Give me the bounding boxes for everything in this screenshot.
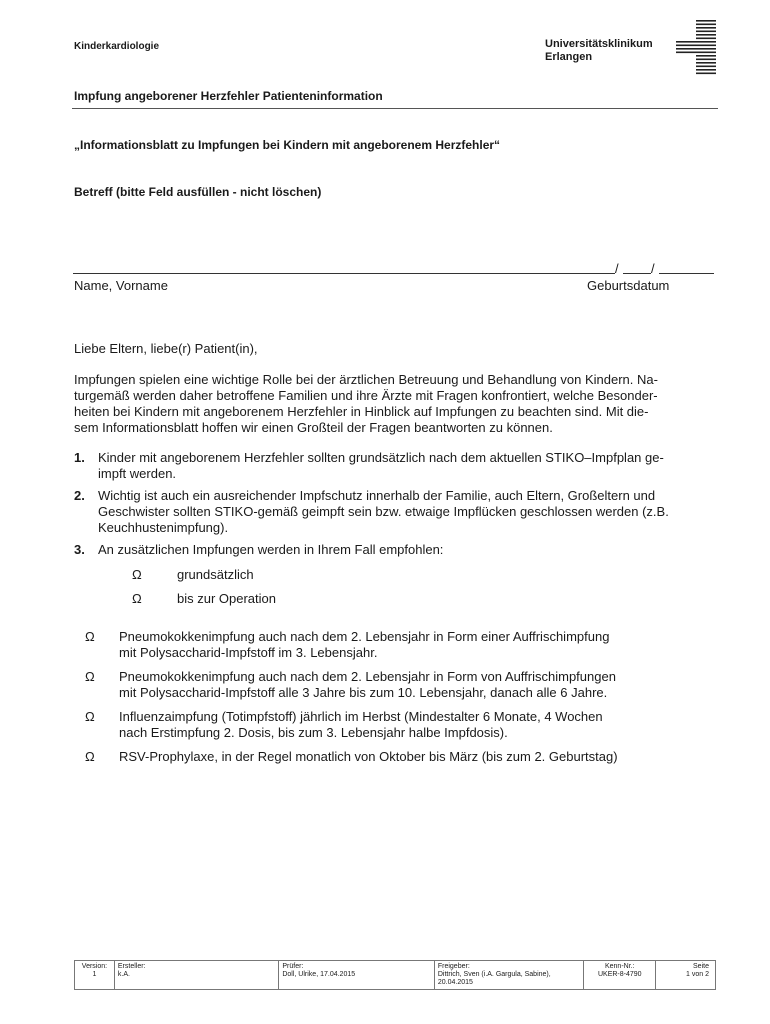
patient-fill-line[interactable]: [73, 263, 714, 275]
vaccine-line: Influenzaimpfung (Totimpfstoff) jährlich im Herbst (Mindestalter 6 Monate, 4 Wochen: [119, 709, 603, 724]
footer-label: Prüfer:: [282, 963, 304, 970]
university-logo-text: [545, 38, 653, 64]
option-checkbox[interactable]: Ω: [132, 567, 142, 582]
footer-value: 1 von 2: [686, 971, 709, 978]
university-logo-icon: [676, 18, 716, 78]
option-label-bis-zur-operation: bis zur Operation: [177, 591, 276, 606]
list-line: An zusätzlichen Impfungen werden in Ihrem Fall empfohlen:: [98, 542, 444, 557]
footer-pruefer: [279, 961, 435, 989]
vaccine-checkbox[interactable]: Ω: [85, 669, 95, 684]
list-item-text: [98, 488, 708, 536]
footer-ersteller: [115, 961, 279, 989]
vaccine-option: [119, 749, 729, 765]
footer-label: Version:: [81, 963, 108, 970]
greeting: Liebe Eltern, liebe(r) Patient(in),: [74, 341, 258, 356]
vaccine-option: [119, 629, 729, 661]
vaccine-option: [119, 709, 729, 741]
date-separator: /: [615, 261, 619, 276]
vaccine-checkbox[interactable]: Ω: [85, 749, 95, 764]
list-number: 1.: [74, 450, 85, 465]
vaccine-line: nach Erstimpfung 2. Dosis, bis zum 3. Lebensjahr halbe Impfdosis).: [119, 725, 508, 740]
footer-seite: [656, 961, 715, 989]
intro-paragraph: [74, 372, 702, 436]
vaccine-line: Pneumokokkenimpfung auch nach dem 2. Lebensjahr in Form von Auffrischimpfungen: [119, 669, 616, 684]
footer-value: Doll, Ulrike, 17.04.2015: [282, 971, 356, 978]
birthdate-label: Geburtsdatum: [587, 278, 670, 293]
vaccine-checkbox[interactable]: Ω: [85, 629, 95, 644]
list-line: Kinder mit angeborenem Herzfehler sollten grundsätzlich nach dem aktuellen STIKO–Impfplan ge-: [98, 450, 664, 465]
list-number: 2.: [74, 488, 85, 503]
vaccine-line: Pneumokokkenimpfung auch nach dem 2. Lebensjahr in Form einer Auffrischimpfung: [119, 629, 610, 644]
list-line: impft werden.: [98, 466, 177, 481]
footer-label: Freigeber:: [437, 963, 470, 970]
footer-value: 20.04.2015: [437, 979, 473, 986]
list-number: 3.: [74, 542, 85, 557]
name-underline: [73, 273, 615, 274]
option-checkbox[interactable]: Ω: [132, 591, 142, 606]
document-footer-table: [74, 960, 716, 990]
info-sheet-title: „Informationsblatt zu Impfungen bei Kindern mit angeborenem Herzfehler“: [74, 138, 501, 152]
footer-kenn-nr: [584, 961, 656, 989]
intro-line: turgemäß werden daher betroffene Familien und ihre Ärzte mit Fragen konfrontiert, welche Besonder-: [74, 388, 658, 403]
footer-value: UKER-8-4790: [597, 971, 642, 978]
title-divider: [72, 108, 718, 109]
date-separator: /: [651, 261, 655, 276]
footer-value: Dittrich, Sven (i.A. Gargula, Sabine),: [437, 971, 551, 978]
list-line: Wichtig ist auch ein ausreichender Impfschutz innerhalb der Familie, auch Eltern, Großeltern und: [98, 488, 656, 503]
logo-line-2: Erlangen: [545, 51, 593, 63]
name-label: Name, Vorname: [74, 278, 168, 293]
footer-label: Seite: [693, 963, 709, 970]
vaccine-line: mit Polysaccharid-Impfstoff alle 3 Jahre bis zum 10. Lebensjahr, danach alle 6 Jahre.: [119, 685, 608, 700]
footer-version: [75, 961, 115, 989]
vaccine-line: RSV-Prophylaxe, in der Regel monatlich von Oktober bis März (bis zum 2. Geburtstag): [119, 749, 618, 764]
document-title: Impfung angeborener Herzfehler Patienteninformation: [74, 89, 383, 103]
logo-line-1: Universitätsklinikum: [545, 38, 653, 50]
footer-label: Kenn-Nr.:: [604, 963, 635, 970]
footer-label: Ersteller:: [117, 963, 146, 970]
footer-value: k.A.: [117, 971, 130, 978]
list-item-text: [98, 450, 708, 482]
year-underline: [659, 273, 714, 274]
list-line: Geschwister sollten STIKO-gemäß geimpft sein bzw. etwaige Impflücken geschlossen werden (z.B.: [98, 504, 669, 519]
month-underline: [623, 273, 651, 274]
vaccine-option: [119, 669, 729, 701]
footer-freigeber: [435, 961, 585, 989]
list-line: Keuchhustenimpfung).: [98, 520, 229, 535]
betreff-heading: Betreff (bitte Feld ausfüllen - nicht löschen): [74, 185, 322, 199]
footer-value: 1: [92, 971, 97, 978]
list-item-text: [98, 542, 708, 558]
option-label-grundsaetzlich: grundsätzlich: [177, 567, 254, 582]
vaccine-checkbox[interactable]: Ω: [85, 709, 95, 724]
intro-line: Impfungen spielen eine wichtige Rolle bei der ärztlichen Betreuung und Behandlung von Kindern. Na-: [74, 372, 658, 387]
department-label: Kinderkardiologie: [74, 41, 160, 52]
vaccine-line: mit Polysaccharid-Impfstoff im 3. Lebensjahr.: [119, 645, 378, 660]
intro-line: heiten bei Kindern mit angeborenem Herzfehler in Hinblick auf Impfungen zu beachten sind. Mit die-: [74, 404, 649, 419]
intro-line: sem Informationsblatt hoffen wir einen Großteil der Fragen beantworten zu können.: [74, 420, 553, 435]
